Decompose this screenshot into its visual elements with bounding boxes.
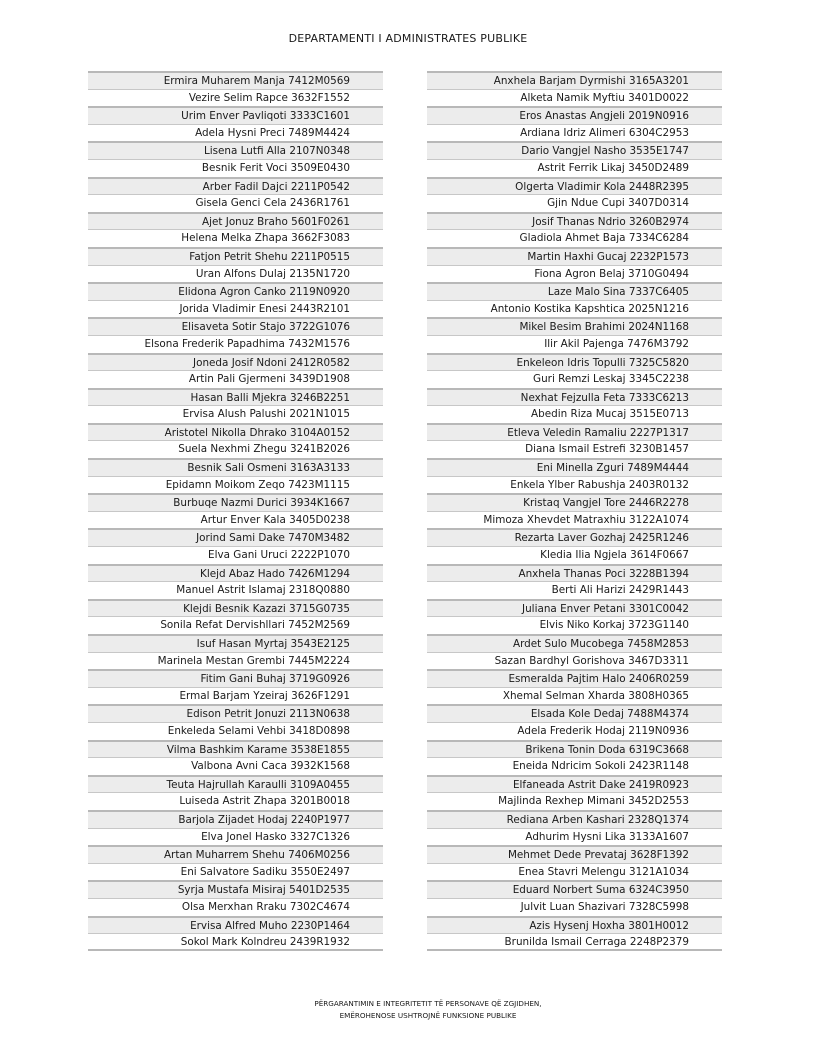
name-row: Ervisa Alfred Muho 2230P1464	[88, 916, 383, 934]
name-row: Hasan Balli Mjekra 3246B2251	[88, 388, 383, 406]
name-row: Ardet Sulo Mucobega 7458M2853	[427, 634, 722, 652]
name-row: Gisela Genci Cela 2436R1761	[88, 194, 383, 212]
name-row: Guri Remzi Leskaj 3345C2238	[427, 370, 722, 388]
name-row: Elsona Frederik Papadhima 7432M1576	[88, 335, 383, 353]
name-row: Artan Muharrem Shehu 7406M0256	[88, 845, 383, 863]
name-row: Martin Haxhi Gucaj 2232P1573	[427, 247, 722, 265]
name-row: Eni Salvatore Sadiku 3550E2497	[88, 863, 383, 881]
name-row: Kristaq Vangjel Tore 2446R2278	[427, 493, 722, 511]
name-row: Sonila Refat Dervishllari 7452M2569	[88, 616, 383, 634]
name-row: Brunilda Ismail Cerraga 2248P2379	[427, 933, 722, 951]
name-row: Syrja Mustafa Misiraj 5401D2535	[88, 880, 383, 898]
name-row: Jorind Sami Dake 7470M3482	[88, 528, 383, 546]
name-row: Azis Hysenj Hoxha 3801H0012	[427, 916, 722, 934]
name-row: Enea Stavri Melengu 3121A1034	[427, 863, 722, 881]
name-row: Elisaveta Sotir Stajo 3722G1076	[88, 317, 383, 335]
name-row: Uran Alfons Dulaj 2135N1720	[88, 265, 383, 283]
name-row: Burbuqe Nazmi Durici 3934K1667	[88, 493, 383, 511]
footer	[0, 998, 816, 1022]
name-row: Klejdi Besnik Kazazi 3715G0735	[88, 599, 383, 617]
name-row: Julvit Luan Shazivari 7328C5998	[427, 898, 722, 916]
name-row: Ajet Jonuz Braho 5601F0261	[88, 212, 383, 230]
name-row: Mikel Besim Brahimi 2024N1168	[427, 317, 722, 335]
name-row: Ervisa Alush Palushi 2021N1015	[88, 405, 383, 423]
name-row: Isuf Hasan Myrtaj 3543E2125	[88, 634, 383, 652]
name-row: Eros Anastas Angjeli 2019N0916	[427, 106, 722, 124]
name-row: Gladiola Ahmet Baja 7334C6284	[427, 229, 722, 247]
name-row: Elva Gani Uruci 2222P1070	[88, 546, 383, 564]
name-row: Ermal Barjam Yzeiraj 3626F1291	[88, 687, 383, 705]
name-row: Abedin Riza Mucaj 3515E0713	[427, 405, 722, 423]
name-row: Etleva Veledin Ramaliu 2227P1317	[427, 423, 722, 441]
name-row: Olgerta Vladimir Kola 2448R2395	[427, 177, 722, 195]
name-row: Olsa Merxhan Rraku 7302C4674	[88, 898, 383, 916]
name-row: Elva Jonel Hasko 3327C1326	[88, 828, 383, 846]
name-row: Artur Enver Kala 3405D0238	[88, 511, 383, 529]
name-row: Lisena Lutfi Alla 2107N0348	[88, 141, 383, 159]
name-row: Ardiana Idriz Alimeri 6304C2953	[427, 124, 722, 142]
name-row: Joneda Josif Ndoni 2412R0582	[88, 353, 383, 371]
name-row: Ilir Akil Pajenga 7476M3792	[427, 335, 722, 353]
name-row: Vezire Selim Rapce 3632F1552	[88, 89, 383, 107]
name-row: Laze Malo Sina 7337C6405	[427, 282, 722, 300]
name-row: Adhurim Hysni Lika 3133A1607	[427, 828, 722, 846]
name-row: Adela Frederik Hodaj 2119N0936	[427, 722, 722, 740]
footer-line-2: EMËROHENOSE USHTROJNË FUNKSIONE PUBLIKE	[339, 1011, 517, 1020]
name-row: Barjola Zijadet Hodaj 2240P1977	[88, 810, 383, 828]
name-row: Fiona Agron Belaj 3710G0494	[427, 265, 722, 283]
name-row: Josif Thanas Ndrio 3260B2974	[427, 212, 722, 230]
name-row: Gjin Ndue Cupi 3407D0314	[427, 194, 722, 212]
name-row: Nexhat Fejzulla Feta 7333C6213	[427, 388, 722, 406]
name-row: Kledia Ilia Ngjela 3614F0667	[427, 546, 722, 564]
name-row: Edison Petrit Jonuzi 2113N0638	[88, 704, 383, 722]
name-row: Majlinda Rexhep Mimani 3452D2553	[427, 792, 722, 810]
left-name-list	[88, 71, 383, 951]
name-row: Elfaneada Astrit Dake 2419R0923	[427, 775, 722, 793]
name-row: Juliana Enver Petani 3301C0042	[427, 599, 722, 617]
name-row: Fitim Gani Buhaj 3719G0926	[88, 669, 383, 687]
name-row: Valbona Avni Caca 3932K1568	[88, 757, 383, 775]
name-row: Eni Minella Zguri 7489M4444	[427, 458, 722, 476]
name-row: Marinela Mestan Grembi 7445M2224	[88, 652, 383, 670]
name-row: Artin Pali Gjermeni 3439D1908	[88, 370, 383, 388]
name-row: Mimoza Xhevdet Matraxhiu 3122A1074	[427, 511, 722, 529]
name-row: Besnik Sali Osmeni 3163A3133	[88, 458, 383, 476]
name-row: Rezarta Laver Gozhaj 2425R1246	[427, 528, 722, 546]
name-row: Elvis Niko Korkaj 3723G1140	[427, 616, 722, 634]
name-row: Aristotel Nikolla Dhrako 3104A0152	[88, 423, 383, 441]
name-row: Manuel Astrit Islamaj 2318Q0880	[88, 581, 383, 599]
name-row: Luiseda Astrit Zhapa 3201B0018	[88, 792, 383, 810]
name-row: Eneida Ndricim Sokoli 2423R1148	[427, 757, 722, 775]
name-row: Klejd Abaz Hado 7426M1294	[88, 564, 383, 582]
name-row: Rediana Arben Kashari 2328Q1374	[427, 810, 722, 828]
name-row: Ermira Muharem Manja 7412M0569	[88, 71, 383, 89]
name-row: Elsada Kole Dedaj 7488M4374	[427, 704, 722, 722]
name-row: Enkeleon Idris Topulli 7325C5820	[427, 353, 722, 371]
name-row: Dario Vangjel Nasho 3535E1747	[427, 141, 722, 159]
name-row: Alketa Namik Myftiu 3401D0022	[427, 89, 722, 107]
name-row: Urim Enver Pavliqoti 3333C1601	[88, 106, 383, 124]
name-row: Sazan Bardhyl Gorishova 3467D3311	[427, 652, 722, 670]
name-row: Anxhela Barjam Dyrmishi 3165A3201	[427, 71, 722, 89]
name-row: Enkela Ylber Rabushja 2403R0132	[427, 476, 722, 494]
name-row: Berti Ali Harizi 2429R1443	[427, 581, 722, 599]
name-row: Teuta Hajrullah Karaulli 3109A0455	[88, 775, 383, 793]
name-row: Fatjon Petrit Shehu 2211P0515	[88, 247, 383, 265]
name-row: Helena Melka Zhapa 3662F3083	[88, 229, 383, 247]
name-row: Jorida Vladimir Enesi 2443R2101	[88, 300, 383, 318]
name-row: Suela Nexhmi Zhegu 3241B2026	[88, 440, 383, 458]
name-row: Diana Ismail Estrefi 3230B1457	[427, 440, 722, 458]
footer-line-1: PËRGARANTIMIN E INTEGRITETIT TË PERSONAVE QË ZGJIDHEN,	[314, 999, 542, 1008]
name-row: Adela Hysni Preci 7489M4424	[88, 124, 383, 142]
name-row: Eduard Norbert Suma 6324C3950	[427, 880, 722, 898]
name-row: Xhemal Selman Xharda 3808H0365	[427, 687, 722, 705]
name-row: Astrit Ferrik Likaj 3450D2489	[427, 159, 722, 177]
name-row: Sokol Mark Kolndreu 2439R1932	[88, 933, 383, 951]
name-row: Enkeleda Selami Vehbi 3418D0898	[88, 722, 383, 740]
name-row: Elidona Agron Canko 2119N0920	[88, 282, 383, 300]
name-row: Epidamn Moikom Zeqo 7423M1115	[88, 476, 383, 494]
right-name-list	[427, 71, 722, 951]
page-title: DEPARTAMENTI I ADMINISTRATES PUBLIKE	[288, 32, 528, 45]
name-row: Esmeralda Pajtim Halo 2406R0259	[427, 669, 722, 687]
name-row: Antonio Kostika Kapshtica 2025N1216	[427, 300, 722, 318]
name-row: Vilma Bashkim Karame 3538E1855	[88, 740, 383, 758]
name-row: Anxhela Thanas Poci 3228B1394	[427, 564, 722, 582]
name-row: Mehmet Dede Prevataj 3628F1392	[427, 845, 722, 863]
name-row: Besnik Ferit Voci 3509E0430	[88, 159, 383, 177]
name-row: Arber Fadil Dajci 2211P0542	[88, 177, 383, 195]
name-row: Brikena Tonin Doda 6319C3668	[427, 740, 722, 758]
